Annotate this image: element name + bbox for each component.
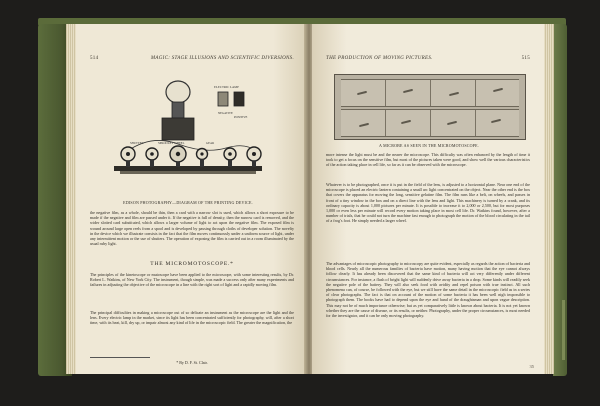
microbe-frame-3 bbox=[449, 92, 459, 96]
right-page bbox=[312, 24, 544, 374]
left-page bbox=[76, 24, 308, 374]
electric-lamp-neck bbox=[172, 102, 184, 118]
label-positive: POSITIVE bbox=[234, 115, 248, 119]
page-edges-left bbox=[66, 24, 76, 374]
microbe-frame-5 bbox=[359, 123, 369, 127]
microbe-frame-4 bbox=[493, 88, 503, 92]
micromotoscope-film-strip bbox=[334, 74, 526, 140]
lamp-housing bbox=[162, 118, 194, 140]
electric-lamp-shade bbox=[166, 81, 190, 103]
film-row-top bbox=[341, 79, 519, 107]
right-paragraph-3: The advantages of microscopic photography to microscopy are quite evident, especially as regards the action of bacteria and blood cells. Nearly all the numerous families of bacteria have motion, many having motion that the eye cannot always follow clearly. It has already been discovered that the same kind of bacteria will act very differently under different circumstances. For instance, a flash of bright light will suddenly drive away bacteria in a drop. Some kinds will readily seek the negative pole of the battery. They will also seek food with avidity and repel poison with true instinct. All such phenomena can, of course, be followed with the eye, but we still have the same detail in the microscopic field as in a series of clear photographs. The fact is that on account of the motion of some bacteria it has been well nigh impossible to photograph them. The books have had to depend upon the eye and hand of the draughtsman and upon vague description. This may not be of much importance otherwise; but as yet comparatively little is known about bacteria. It is not yet known whether they are the cause of disease, or its results, or neither. Photography, under the proper circumstances, is most needed for the investigator, and it can be only moving photography. bbox=[326, 261, 530, 319]
film-row-bottom bbox=[341, 109, 519, 137]
label-shutter: SHUTTER bbox=[130, 141, 144, 145]
footnote: * By D. F. St. Clair. bbox=[176, 360, 208, 365]
right-paragraph-1: more intense the light must be and the nearer the microscope. This difficulty was often enhanced by the length of time it took to get a focus on the sensitive film, but most of the pictures taken were good, and show well the various characteristics of the action taking place in cell life, so far as it can be observed with the microscope. bbox=[326, 152, 530, 168]
negative-frame bbox=[218, 92, 228, 106]
microbe-frame-2 bbox=[403, 89, 413, 93]
right-page-number: 515 bbox=[521, 56, 530, 61]
right-paragraph-2: Whatever is to be photographed, once it is put in the field of the lens, is adjusted to a horizontal plane. Near one end of the microscope is placed an electric lantern containing a small arc light concentrated on the object. Near the other end is the box that covers the apparatus for moving the long, sensitive gelatine film. The film runs like a belt, on wheels, and passes in front of a tiny window in the box and on a direct line with the lens and light. This machinery is turned by a crank, and its ordinary capacity is about 1,000 pictures per minute. It is possible to increase it to 2,000 or 2,500, but for most purposes 1,000 or even less per minute will record every motion taking place in most cell life. Dr. Watkins found, however, after a number of trials, that he could not turn the machine fast enough to photograph the motion of the blood circulating in the tail of a frog's foot. He simply needed a larger wheel. bbox=[326, 182, 530, 224]
positive-frame bbox=[234, 92, 244, 106]
left-running-head bbox=[90, 56, 294, 61]
bookmark-ribbon bbox=[562, 300, 565, 360]
right-running-head bbox=[326, 56, 530, 61]
microbe-frame-8 bbox=[491, 119, 501, 123]
microbe-frame-7 bbox=[447, 121, 457, 125]
page-edges-right bbox=[544, 24, 554, 374]
section-title: THE MICROMOTOSCOPE.* bbox=[150, 261, 234, 267]
left-figure-caption: EDISON PHOTOGRAPHY—DIAGRAM OF THE PRINTING DEVICE. bbox=[123, 200, 253, 205]
label-negative: NEGATIVE bbox=[218, 111, 233, 115]
label-gear: GEAR bbox=[206, 141, 215, 145]
film-path bbox=[126, 140, 256, 152]
right-running-title: THE PRODUCTION OF MOVING PICTURES. bbox=[326, 56, 433, 61]
label-lamp: ELECTRIC LAMP bbox=[214, 85, 239, 89]
right-figure-caption: A MICROBE AS SEEN IN THE MICROMOTOSCOPE. bbox=[379, 143, 479, 148]
device-table bbox=[120, 171, 256, 174]
device-base bbox=[114, 166, 262, 171]
left-paragraph-1: the negative film, as a whole, should be thin, then a card with a narrow slot is used, which allows a short exposure to be made if the negative and film are passed under it. If the negative is full of density, then the narrow card is removed, and the wider slotted card substituted, which allows a larger volume of light to act upon the negative film. The exposed film is wound around large open reels from a spool and is developed by passing through cloths of developer solution. The novelty in the device which we illustrate consists in the fact that the film moves continuously under a uniform source of light, under any intermittent motion or the use of shutters. The operation of exposing the film is carried out in a room illuminated by the usual ruby light. bbox=[90, 210, 294, 247]
bottom-page-marker: 35 bbox=[529, 364, 534, 369]
left-paragraph-2: The principles of the kinetoscope or mutoscope have been applied to the microscope, with some interesting results, by Dr. Robert L. Watkins, of New York City. The instrument, though simple, was made a success only after many experiments and failures in adjusting the objective of the microscope in a line with the right sort of light and a rapidly moving film. bbox=[90, 272, 294, 288]
microbe-frame-1 bbox=[357, 91, 367, 95]
left-page-number: 514 bbox=[90, 56, 99, 61]
microbe-frame-6 bbox=[401, 120, 411, 124]
left-paragraph-3: The principal difficulties in making a microscope out of so delicate an instrument as the microscope are the light and the lens. Every electric lamp in the market, since its light has been concentrated sufficiently for photography, will, after a short time, with its heat, kill, dry up, or impair almost any kind of life in the microscopic field. The greater the magnification, the bbox=[90, 310, 294, 326]
footnote-rule bbox=[90, 357, 150, 358]
printing-device-figure bbox=[106, 74, 274, 194]
left-running-title: MAGIC: STAGE ILLUSIONS AND SCIENTIFIC DIVERSIONS. bbox=[150, 56, 294, 61]
label-sprocket: SPROCKET WHEEL bbox=[158, 141, 185, 145]
